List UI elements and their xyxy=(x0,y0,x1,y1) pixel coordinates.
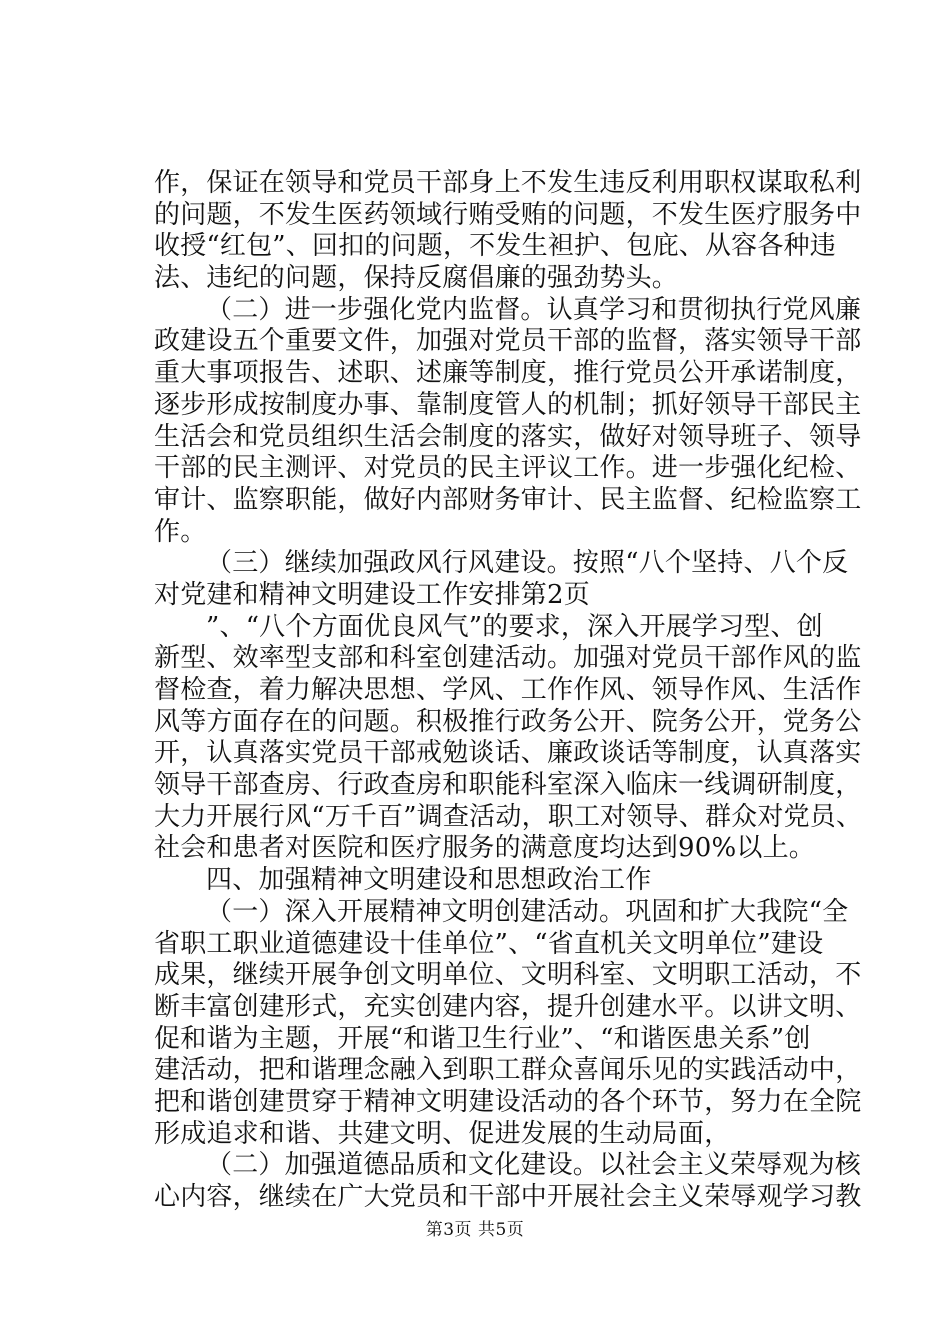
text-line: 对党建和精神文明建设工作安排第2页 xyxy=(154,579,590,610)
text-line: 心内容，继续在广大党员和干部中开展社会主义荣辱观学习教 xyxy=(154,1182,862,1212)
text-line: 风等方面存在的问题。积极推行政务公开、院务公开，党务公 xyxy=(154,706,862,737)
text-line: 开，认真落实党员干部戒勉谈话、廉政谈话等制度，认真落实 xyxy=(154,738,862,769)
text-line: 把和谐创建贯穿于精神文明建设活动的各个环节，努力在全院 xyxy=(154,1086,862,1117)
text-line: 逐步形成按制度办事、靠制度管人的机制；抓好领导干部民主 xyxy=(154,389,862,420)
text-line: 的问题，不发生医药领域行贿受贿的问题，不发生医疗服务中 xyxy=(154,199,862,230)
text-line: 领导干部查房、行政查房和职能科室深入临床一线调研制度， xyxy=(154,770,862,801)
text-line: 干部的民主测评、对党员的民主评议工作。进一步强化纪检、 xyxy=(154,453,862,484)
text-line: （二）进一步强化党内监督。认真学习和贯彻执行党风廉 xyxy=(206,294,862,325)
text-line: 断丰富创建形式，充实创建内容，提升创建水平。以讲文明、 xyxy=(154,991,862,1022)
text-line: 大力开展行风“万千百”调查活动，职工对领导、群众对党员、 xyxy=(154,801,863,832)
text-line: 社会和患者对医院和医疗服务的满意度均达到90%以上。 xyxy=(154,833,815,864)
text-line: 法、违纪的问题，保持反腐倡廉的强劲势头。 xyxy=(154,263,679,294)
text-line: 作。 xyxy=(154,516,207,547)
text-line: 政建设五个重要文件，加强对党员干部的监督，落实领导干部 xyxy=(154,326,862,357)
text-line: 收授“红包”、回扣的问题，不发生袒护、包庇、从容各种违 xyxy=(154,231,836,262)
text-line: 促和谐为主题，开展“和谐卫生行业”、“和谐医患关系”创 xyxy=(154,1023,811,1054)
text-line: 形成追求和谐、共建文明、促进发展的生动局面， xyxy=(154,1118,731,1149)
text-line: （二）加强道德品质和文化建设。以社会主义荣辱观为核 xyxy=(206,1150,862,1181)
text-line: 督检查，着力解决思想、学风、工作作风、领导作风、生活作 xyxy=(154,675,862,705)
text-line: 作，保证在领导和党员干部身上不发生违反利用职权谋取私利 xyxy=(154,168,862,198)
text-line: 省职工职业道德建设十佳单位”、“省直机关文明单位”建设 xyxy=(154,928,824,959)
text-line: 新型、效率型支部和科室创建活动。加强对党员干部作风的监 xyxy=(154,643,862,674)
text-line: 建活动，把和谐理念融入到职工群众喜闻乐见的实践活动中， xyxy=(154,1055,862,1086)
document-body xyxy=(154,168,863,1214)
text-line: 审计、监察职能，做好内部财务审计、民主监督、纪检监察工 xyxy=(154,484,862,515)
text-line: （三）继续加强政风行风建设。按照“八个坚持、八个反 xyxy=(206,548,849,579)
text-line: 成果，继续开展争创文明单位、文明科室、文明职工活动，不 xyxy=(154,960,862,991)
text-line: 重大事项报告、述职、述廉等制度，推行党员公开承诺制度， xyxy=(154,358,862,389)
text-line: （一）深入开展精神文明创建活动。巩固和扩大我院“全 xyxy=(206,896,849,927)
text-line: ”、“八个方面优良风气”的要求，深入开展学习型、创 xyxy=(206,611,823,642)
page-footer: 第3页 共5页 xyxy=(425,1220,525,1240)
text-line: 四、加强精神文明建设和思想政治工作 xyxy=(206,865,652,896)
text-line: 生活会和党员组织生活会制度的落实，做好对领导班子、领导 xyxy=(154,421,862,452)
